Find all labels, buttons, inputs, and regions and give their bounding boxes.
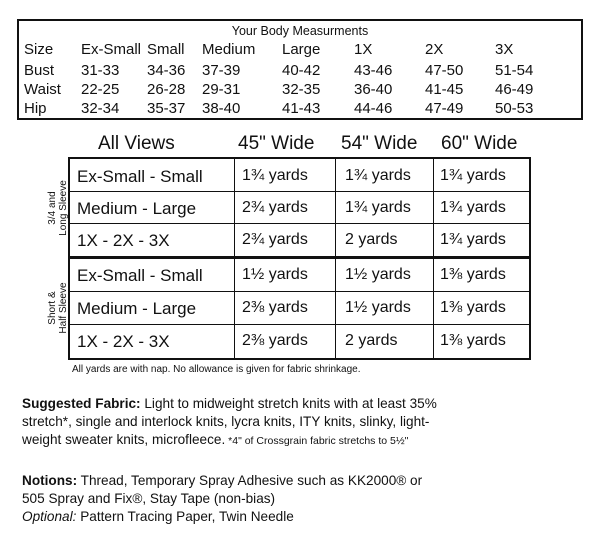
notions-section	[22, 472, 592, 526]
measurement-label: Size	[24, 41, 54, 58]
size-range-label: Ex-Small - Small	[77, 167, 203, 186]
yardage-value: 2 yards	[345, 332, 398, 349]
yardage-value: 1¾ yards	[345, 199, 411, 216]
measurement-label: Waist	[24, 81, 61, 98]
suggested-fabric-section	[22, 395, 592, 450]
measurement-value: 36-40	[354, 81, 393, 98]
measurement-value: Medium	[202, 41, 256, 58]
measurement-value: 51-54	[495, 62, 534, 79]
measurement-value: 47-50	[425, 62, 464, 79]
measurement-value: 35-37	[147, 100, 186, 117]
measurement-value: 38-40	[202, 100, 241, 117]
yardage-value: 1⅜ yards	[440, 299, 506, 316]
width-54-header: 54" Wide	[341, 133, 418, 154]
yardage-value: 1⅜ yards	[440, 332, 506, 349]
yardage-value: 1½ yards	[242, 266, 308, 283]
notions-label: Notions:	[22, 473, 78, 488]
measurement-value: 34-36	[147, 62, 186, 79]
size-range-label: 1X - 2X - 3X	[77, 231, 170, 250]
row-divider	[70, 223, 529, 224]
measurement-label: Bust	[24, 62, 55, 79]
notions-line-1: Thread, Temporary Spray Adhesive such as KK2000® or	[77, 473, 423, 488]
group-divider	[70, 256, 529, 259]
yardage-note: All yards are with nap. No allowance is given for fabric shrinkage.	[72, 364, 361, 375]
row-divider	[70, 291, 529, 292]
measurements-title: Your Body Measurments	[231, 24, 369, 38]
measurements-header-row	[19, 40, 581, 60]
yardage-value: 1¾ yards	[440, 199, 506, 216]
measurements-row	[19, 61, 581, 81]
fabric-line-1: Light to midweight stretch knits with at least 35%	[140, 396, 437, 411]
measurement-value: 26-28	[147, 81, 186, 98]
row-divider	[70, 191, 529, 192]
yardage-value: 2⅜ yards	[242, 299, 308, 316]
yardage-value: 1¾ yards	[345, 167, 411, 184]
fabric-footnote: *4" of Crossgrain fabric stretchs to 5½"	[225, 435, 409, 447]
size-range-label: Medium - Large	[77, 299, 197, 318]
yardage-value: 2 yards	[345, 231, 398, 248]
width-60-header: 60" Wide	[441, 133, 518, 154]
measurement-value: 2X	[425, 41, 444, 58]
measurement-value: 41-45	[425, 81, 464, 98]
measurement-value: 1X	[354, 41, 373, 58]
yardage-value: 2⅜ yards	[242, 332, 308, 349]
measurement-value: 31-33	[81, 62, 120, 79]
all-views-header: All Views	[98, 133, 175, 154]
measurement-value: 3X	[495, 41, 514, 58]
yardage-value: 1⅜ yards	[440, 266, 506, 283]
measurement-value: 22-25	[81, 81, 120, 98]
measurement-value: 50-53	[495, 100, 534, 117]
short-sleeve-group-label: Short & Half Sleeve	[47, 282, 69, 334]
size-range-label: 1X - 2X - 3X	[77, 332, 170, 351]
fabric-label: Suggested Fabric:	[22, 396, 141, 411]
yardage-value: 1¾ yards	[440, 231, 506, 248]
size-range-label: Medium - Large	[77, 199, 197, 218]
optional-label: Optional:	[22, 509, 77, 524]
yardage-value: 2¾ yards	[242, 231, 308, 248]
measurement-value: Small	[147, 41, 185, 58]
measurements-row	[19, 80, 581, 100]
measurement-value: 32-34	[81, 100, 120, 117]
measurement-value: 44-46	[354, 100, 393, 117]
yardage-table	[68, 157, 531, 360]
long-sleeve-group-label: 3/4 and Long Sleeve	[47, 180, 69, 236]
measurement-label: Hip	[24, 100, 47, 117]
fabric-line-3: weight sweater knits, microfleece.	[22, 432, 226, 447]
optional-text: Pattern Tracing Paper, Twin Needle	[76, 509, 294, 524]
measurement-value: Large	[282, 41, 321, 58]
fabric-line-2: stretch*, single and interlock knits, lycra knits, ITY knits, slinky, light-	[22, 414, 430, 429]
measurement-value: 29-31	[202, 81, 241, 98]
measurement-value: 47-49	[425, 100, 464, 117]
measurement-value: 37-39	[202, 62, 241, 79]
measurement-value: 46-49	[495, 81, 534, 98]
measurement-value: 32-35	[282, 81, 321, 98]
measurement-value: 43-46	[354, 62, 393, 79]
measurement-value: Ex-Small	[81, 41, 142, 58]
yardage-value: 1¾ yards	[242, 167, 308, 184]
size-range-label: Ex-Small - Small	[77, 266, 203, 285]
yardage-value: 1¾ yards	[440, 167, 506, 184]
measurements-row	[19, 99, 581, 119]
yardage-value: 2¾ yards	[242, 199, 308, 216]
yardage-value: 1½ yards	[345, 299, 411, 316]
measurement-value: 41-43	[282, 100, 321, 117]
yardage-value: 1½ yards	[345, 266, 411, 283]
width-45-header: 45" Wide	[238, 133, 315, 154]
body-measurements-table	[17, 19, 583, 120]
notions-line-2: 505 Spray and Fix®, Stay Tape (non-bias)	[22, 491, 276, 506]
measurement-value: 40-42	[282, 62, 321, 79]
row-divider	[70, 324, 529, 325]
